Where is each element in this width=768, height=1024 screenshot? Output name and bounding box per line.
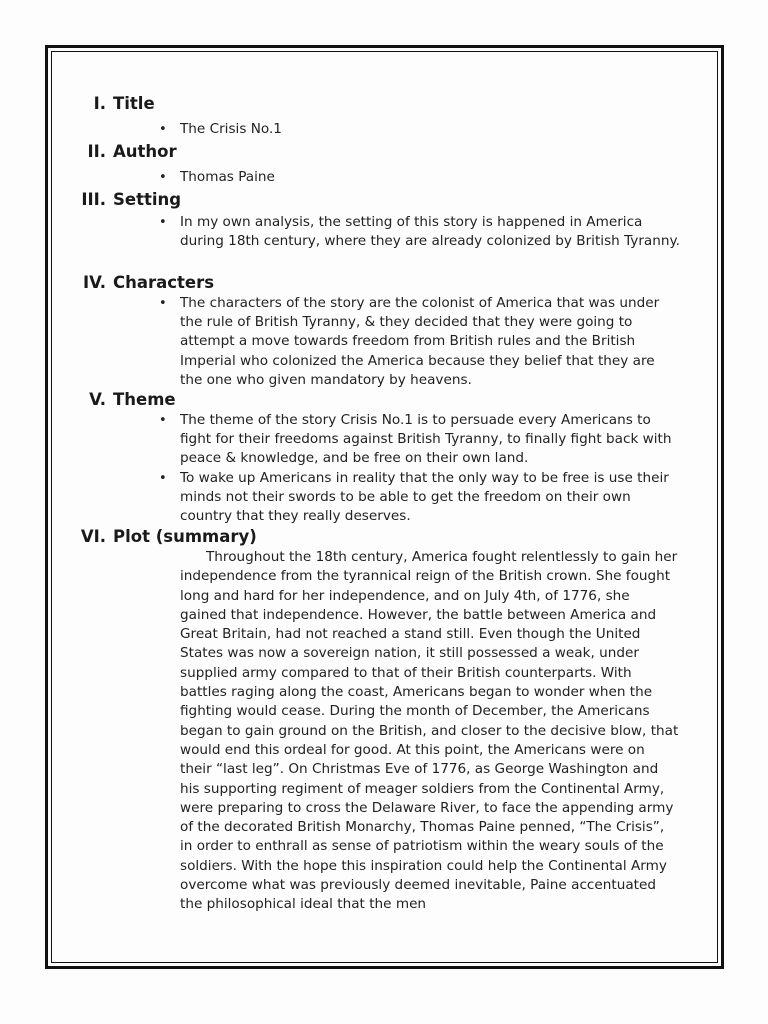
section-heading: Title — [113, 94, 155, 113]
bullet-icon: • — [159, 296, 167, 311]
bullet-icon: • — [159, 413, 167, 428]
section-characters — [60, 272, 700, 390]
section-numeral: III. — [81, 190, 106, 209]
bullet-icon: • — [159, 215, 167, 230]
list-item: • Thomas Paine — [60, 168, 680, 187]
section-numeral: I. — [93, 94, 106, 113]
section-author — [60, 141, 700, 187]
list-item: • The theme of the story Crisis No.1 is to persuade every Americans to fight for their freedoms against British Tyranny, to finally fight back with peace & knowledge, and be free on their own land. — [159, 412, 672, 467]
bullet-icon: • — [159, 170, 167, 185]
list-item: • To wake up Americans in reality that the only way to be free is use their minds not their swords to be able to get the freedom on their own country that they really deserves. — [159, 469, 669, 525]
section-heading: Theme — [113, 390, 176, 409]
section-heading: Characters — [113, 273, 215, 292]
list-item: • In my own analysis, the setting of this story is happened in America during 18th century, where they are already colonized by British Tyranny. — [159, 214, 680, 250]
bullet-icon: • — [159, 470, 167, 486]
section-setting — [60, 189, 700, 251]
list-item: • The Crisis No.1 — [60, 120, 680, 139]
section-numeral: II. — [87, 142, 106, 161]
list-item: • The characters of the story are the colonist of America that was under the rule of British Tyranny, & they decided that they were going to attempt a move towards freedom from British rules and the British Imperial who colonized the America because they belief that they are the one who given mandatory by heavens. — [159, 295, 660, 388]
section-numeral: IV. — [82, 273, 106, 292]
section-title — [60, 93, 700, 139]
section-heading: Setting — [113, 190, 182, 209]
section-heading: Author — [113, 142, 177, 161]
section-theme — [60, 389, 700, 526]
bullet-icon: • — [159, 122, 167, 137]
section-heading: Plot (summary) — [113, 527, 257, 546]
plot-summary-paragraph: Throughout the 18th century, America fought relentlessly to gain her independence from the tyrannical reign of the British crown. She fought long and hard for her independence, and on July 4th, of 1776, she gained that independence. However, the battle between America and Great Britain, had not reached a stand still. Even though the United States was now a sovereign nation, it still possessed a weak, under supplied army compared to that of their British counterparts. With battles raging along the coast, Americans began to wonder when the fighting would cease. During the month of December, the Americans began to gain ground on the British, and closer to the decisive blow, that would end this ordeal for good. At this point, the Americans were on their “last leg”. On Christmas Eve of 1776, as George Washington and his supporting regiment of meager soldiers from the Continental Army, were preparing to cross the Delaware River, to face the appending army of the decorated British Monarchy, Thomas Paine penned, “The Crisis”, in order to enthrall as sense of patriotism within the weary souls of the soldiers. With the hope this inspiration could help the Continental Army overcome what was previously deemed inevitable, Paine accentuated the philosophical ideal that the men — [180, 549, 679, 913]
section-numeral: V. — [89, 390, 106, 409]
section-numeral: VI. — [80, 527, 106, 546]
section-plot — [60, 526, 700, 928]
